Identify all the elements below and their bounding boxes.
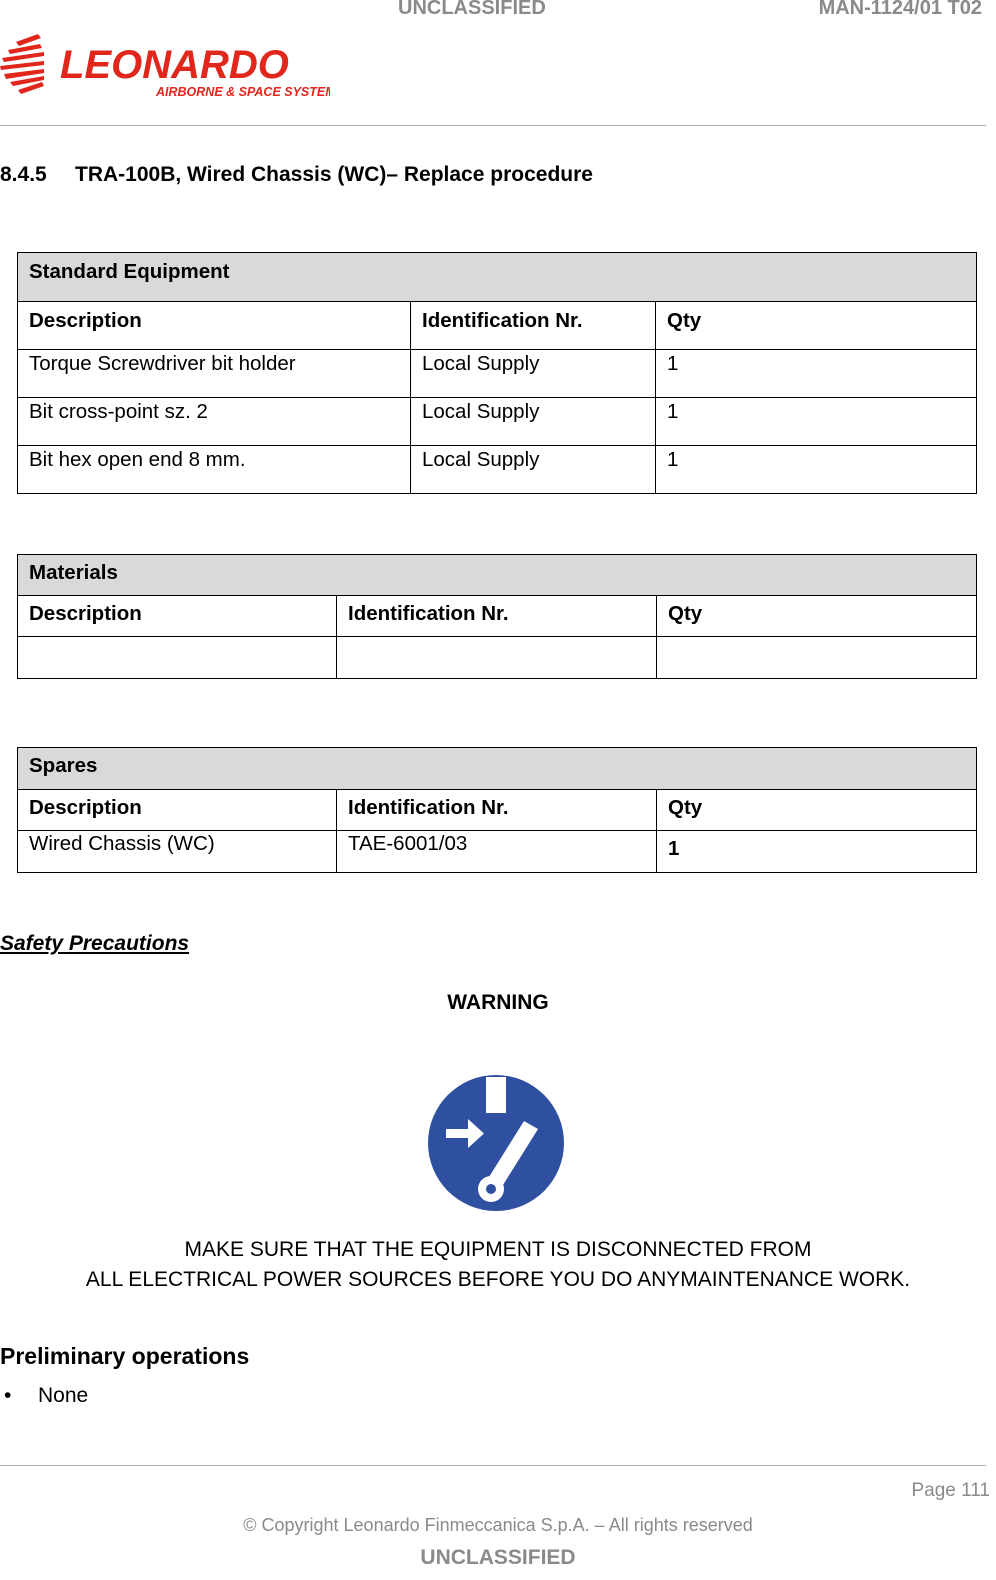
table-cell: 1 bbox=[656, 398, 977, 446]
warning-message-line-2: ALL ELECTRICAL POWER SOURCES BEFORE YOU DO ANYMAINTENANCE WORK. bbox=[85, 1268, 911, 1291]
table-cell: Local Supply bbox=[411, 398, 656, 446]
warning-message-line-1: MAKE SURE THAT THE EQUIPMENT IS DISCONNECTED FROM bbox=[184, 1238, 812, 1261]
column-header: Qty bbox=[657, 790, 977, 831]
standard-equipment-table bbox=[17, 252, 977, 494]
table-cell bbox=[337, 637, 657, 679]
page-number: Page 111 bbox=[911, 1480, 990, 1501]
column-header: Identification Nr. bbox=[411, 302, 656, 350]
warning-label: WARNING bbox=[447, 991, 549, 1014]
section-heading bbox=[0, 163, 593, 187]
table-cell: TAE-6001/03 bbox=[337, 831, 657, 873]
safety-heading: Safety Precautions bbox=[0, 932, 190, 955]
table-title: Materials bbox=[18, 555, 977, 596]
disconnect-power-icon bbox=[426, 1073, 566, 1213]
document-code: MAN-1124/01 T02 bbox=[818, 0, 982, 19]
column-header: Description bbox=[18, 302, 411, 350]
table-cell: Bit cross-point sz. 2 bbox=[18, 398, 411, 446]
table-cell: Local Supply bbox=[411, 446, 656, 494]
table-cell: Torque Screwdriver bit holder bbox=[18, 350, 411, 398]
table-cell: Local Supply bbox=[411, 350, 656, 398]
column-header: Description bbox=[18, 790, 337, 831]
table-cell: Bit hex open end 8 mm. bbox=[18, 446, 411, 494]
table-row bbox=[18, 831, 977, 873]
classification-footer: UNCLASSIFIED bbox=[420, 1546, 576, 1569]
table-cell: 1 bbox=[656, 446, 977, 494]
column-header: Qty bbox=[656, 302, 977, 350]
preliminary-heading: Preliminary operations bbox=[0, 1343, 250, 1369]
list-item bbox=[4, 1384, 88, 1408]
column-header: Qty bbox=[657, 596, 977, 637]
materials-table bbox=[17, 554, 977, 679]
column-header: Identification Nr. bbox=[337, 790, 657, 831]
classification-header: UNCLASSIFIED bbox=[398, 0, 546, 19]
column-header: Identification Nr. bbox=[337, 596, 657, 637]
section-title: TRA-100B, Wired Chassis (WC)– Replace procedure bbox=[75, 163, 593, 186]
table-cell bbox=[657, 637, 977, 679]
copyright-notice: © Copyright Leonardo Finmeccanica S.p.A. – All rights reserved bbox=[243, 1515, 753, 1535]
table-cell: 1 bbox=[657, 831, 977, 873]
table-row bbox=[18, 398, 977, 446]
bullet-icon: • bbox=[4, 1384, 12, 1407]
leonardo-logo-icon bbox=[0, 30, 330, 102]
table-row bbox=[18, 350, 977, 398]
table-cell: 1 bbox=[656, 350, 977, 398]
footer-rule bbox=[0, 1465, 986, 1466]
table-cell bbox=[18, 637, 337, 679]
table-row bbox=[18, 637, 977, 679]
table-cell: Wired Chassis (WC) bbox=[18, 831, 337, 873]
column-header: Description bbox=[18, 596, 337, 637]
logo-division-text: AIRBORNE & SPACE SYSTEMS bbox=[156, 85, 330, 99]
logo-brand-text: LEONARDO bbox=[60, 43, 289, 87]
table-row bbox=[18, 446, 977, 494]
table-title: Standard Equipment bbox=[18, 253, 977, 302]
table-title: Spares bbox=[18, 748, 977, 790]
company-logo bbox=[0, 30, 330, 102]
spares-table bbox=[17, 747, 977, 873]
header-rule bbox=[0, 125, 986, 126]
section-number: 8.4.5 bbox=[0, 163, 47, 186]
list-item-text: None bbox=[38, 1384, 89, 1407]
